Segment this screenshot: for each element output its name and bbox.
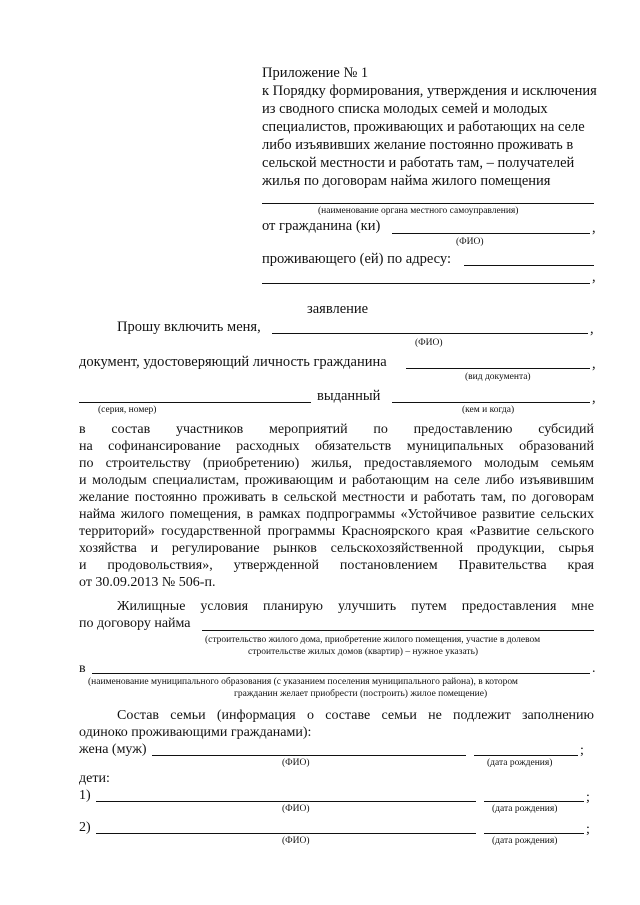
spouse-birthdate-field[interactable]	[474, 755, 578, 756]
comma: ,	[590, 321, 594, 337]
paragraph-last-line: от 30.09.2013 № 506-п.	[79, 575, 216, 590]
issuer-caption: (кем и когда)	[462, 405, 515, 415]
semicolon: ;	[586, 790, 590, 805]
municipality-caption: (наименование муниципального образования (с указанием поселения муниципального района), в котором	[88, 677, 518, 687]
document-type-caption: (вид документа)	[465, 372, 531, 382]
fio-caption: (ФИО)	[456, 237, 484, 247]
spouse-label: жена (муж)	[79, 742, 147, 757]
child2-birthdate-field[interactable]	[484, 833, 584, 834]
birthdate-caption: (дата рождения)	[487, 758, 553, 768]
municipality-field[interactable]	[92, 673, 590, 674]
housing-lease-label: по договору найма	[79, 616, 191, 631]
fio-caption: (ФИО)	[282, 758, 310, 768]
header-line: к Порядку формирования, утверждения и исключения	[262, 83, 597, 99]
series-number-caption: (серия, номер)	[98, 405, 157, 415]
header-line: сельской местности и работать там, – получателей	[262, 155, 575, 171]
document-type-field[interactable]	[406, 368, 590, 369]
fio-caption: (ФИО)	[282, 836, 310, 846]
issued-label: выданный	[317, 388, 381, 404]
in-label: в	[79, 661, 86, 676]
comma: ,	[592, 356, 596, 372]
fio-caption: (ФИО)	[282, 804, 310, 814]
organ-name-field[interactable]	[262, 203, 594, 204]
paragraph-line: найма жилого помещения, в рамках подпрограммы «Устойчивое развитие сельских	[79, 507, 594, 522]
statement-title: заявление	[307, 301, 369, 317]
comma: ,	[592, 269, 596, 285]
family-line: Состав семьи (информация о составе семьи не подлежит заполнению	[117, 708, 594, 723]
birthdate-caption: (дата рождения)	[492, 836, 558, 846]
address-label: проживающего (ей) по адресу:	[262, 251, 451, 267]
from-citizen-label: от гражданина (ки)	[262, 218, 381, 234]
request-label: Прошу включить меня,	[117, 319, 261, 335]
semicolon: ;	[586, 822, 590, 837]
address-field[interactable]	[464, 265, 594, 266]
paragraph-line: желание постоянно проживать в сельской местности и работать там, по договорам	[79, 490, 594, 505]
organ-name-caption: (наименование органа местного самоуправления)	[318, 206, 519, 216]
paragraph-line: территорий» государственной программы Красноярского края «Развитие сельского	[79, 524, 594, 539]
header-line: из сводного списка молодых семей и молодых	[262, 101, 548, 117]
header-line: Приложение № 1	[262, 65, 369, 81]
paragraph-line: и молодым специалистам, проживающим и работающим на селе либо изъявившим	[79, 473, 594, 488]
paragraph-line: в состав участников мероприятий по предоставлению субсидий	[79, 422, 594, 437]
header-line: либо изъявивших желание постоянно проживать в	[262, 137, 574, 153]
children-label: дети:	[79, 771, 110, 786]
address-field-line2[interactable]	[262, 283, 590, 284]
paragraph-line: по строительству (приобретению) жилья, предоставляемого молодым семьям	[79, 456, 594, 471]
child1-birthdate-field[interactable]	[484, 801, 584, 802]
citizen-fio-field[interactable]	[392, 233, 590, 234]
birthdate-caption: (дата рождения)	[492, 804, 558, 814]
housing-method-field[interactable]	[202, 630, 594, 631]
header-line: специалистов, проживающих и работающих на селе	[262, 119, 585, 135]
paragraph-line: на софинансирование расходных обязательств муниципальных образований	[79, 439, 594, 454]
applicant-fio-field[interactable]	[272, 333, 588, 334]
spouse-fio-field[interactable]	[152, 755, 466, 756]
housing-line: Жилищные условия планирую улучшить путем предоставления мне	[117, 599, 594, 614]
period: .	[592, 661, 596, 676]
issuer-field[interactable]	[392, 402, 590, 403]
child2-fio-field[interactable]	[96, 833, 476, 834]
paragraph-line: хозяйства и регулирование рынков сельскохозяйственной продукции, сырья	[79, 541, 594, 556]
semicolon: ;	[580, 743, 584, 758]
child1-fio-field[interactable]	[96, 801, 476, 802]
child-number: 2)	[79, 820, 91, 835]
header-line: жилья по договорам найма жилого помещения	[262, 173, 551, 189]
fio-caption: (ФИО)	[415, 338, 443, 348]
comma: ,	[592, 220, 596, 236]
document-label: документ, удостоверяющий личность гражданина	[79, 354, 387, 370]
comma: ,	[592, 390, 596, 406]
child-number: 1)	[79, 788, 91, 803]
housing-method-caption: (строительство жилого дома, приобретение жилого помещения, участие в долевом	[205, 635, 541, 645]
series-number-field[interactable]	[79, 402, 311, 403]
paragraph-line: и продовольствия», утвержденной постановлением Правительства края	[79, 558, 594, 573]
municipality-caption-2: гражданин желает приобрести (построить) жилое помещение)	[234, 689, 488, 699]
housing-method-caption-2: строительстве жилых домов (квартир) – нужное указать)	[248, 647, 479, 657]
family-line-2: одиноко проживающими гражданами):	[79, 725, 312, 740]
